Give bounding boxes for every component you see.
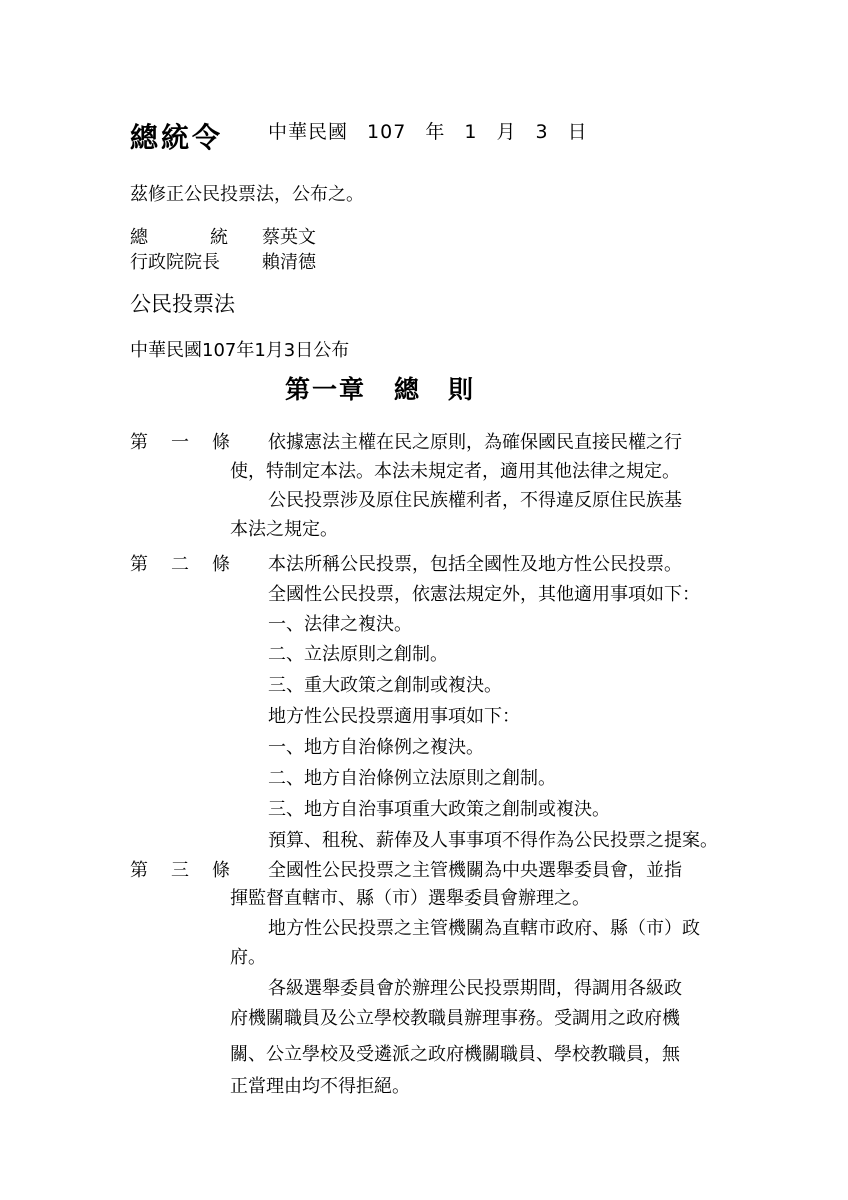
signature-premier xyxy=(130,248,316,274)
article-line: 各級選舉委員會於辦理公民投票期間，得調用各級政 xyxy=(268,978,682,999)
signature-name: 蔡英文 xyxy=(262,227,316,248)
article-line: 一、法律之複決。 xyxy=(268,614,412,635)
article-line: 府。 xyxy=(230,947,266,968)
signature-title: 行政院院長 xyxy=(130,252,220,273)
order-title: 總統令 xyxy=(130,121,224,154)
article-line: 一、地方自治條例之複決。 xyxy=(268,737,484,758)
article-line: 地方性公民投票適用事項如下： xyxy=(268,706,520,727)
article-label: 第 一 條 xyxy=(130,432,230,453)
article-line: 預算、租稅、薪俸及人事事項不得作為公民投票之提案。 xyxy=(268,830,718,851)
article-line: 三、地方自治事項重大政策之創制或複決。 xyxy=(268,799,610,820)
article-line: 正當理由均不得拒絕。 xyxy=(230,1076,410,1097)
article-line: 二、地方自治條例立法原則之創制。 xyxy=(268,768,556,789)
article-line: 地方性公民投票之主管機關為直轄市政府、縣（市）政 xyxy=(268,918,700,939)
promulgation-date: 中華民國107年1月3日公布 xyxy=(130,340,350,361)
article-line: 本法所稱公民投票，包括全國性及地方性公民投票。 xyxy=(268,554,682,575)
article-line: 使，特制定本法。本法未規定者，適用其他法律之規定。 xyxy=(230,461,680,482)
article-line: 揮監督直轄市、縣（市）選舉委員會辦理之。 xyxy=(230,888,590,909)
order-text: 茲修正公民投票法，公布之。 xyxy=(130,184,364,205)
law-name: 公民投票法 xyxy=(130,292,235,316)
order-date: 中華民國 107 年 1 月 3 日 xyxy=(268,121,588,143)
chapter-name: 總 則 xyxy=(394,375,476,404)
article-label: 第 三 條 xyxy=(130,860,230,881)
article-line: 二、立法原則之創制。 xyxy=(268,644,448,665)
article-line: 公民投票涉及原住民族權利者，不得違反原住民族基 xyxy=(268,490,682,511)
article-line: 全國性公民投票之主管機關為中央選舉委員會，並指 xyxy=(268,860,682,881)
article-line: 府機關職員及公立學校教職員辦理事務。受調用之政府機 xyxy=(230,1008,680,1029)
signature-president xyxy=(130,223,316,249)
article-line: 本法之規定。 xyxy=(230,519,338,540)
article-line: 全國性公民投票，依憲法規定外，其他適用事項如下： xyxy=(268,584,700,605)
article-line: 依據憲法主權在民之原則，為確保國民直接民權之行 xyxy=(268,432,682,453)
chapter-number: 第一章 xyxy=(285,375,367,404)
chapter-heading xyxy=(285,370,475,406)
signature-title: 總 統 xyxy=(130,227,228,248)
article-line: 關、公立學校及受遴派之政府機關職員、學校教職員，無 xyxy=(230,1044,680,1065)
article-line: 三、重大政策之創制或複決。 xyxy=(268,675,502,696)
signature-name: 賴清德 xyxy=(262,252,316,273)
article-label: 第 二 條 xyxy=(130,554,230,575)
